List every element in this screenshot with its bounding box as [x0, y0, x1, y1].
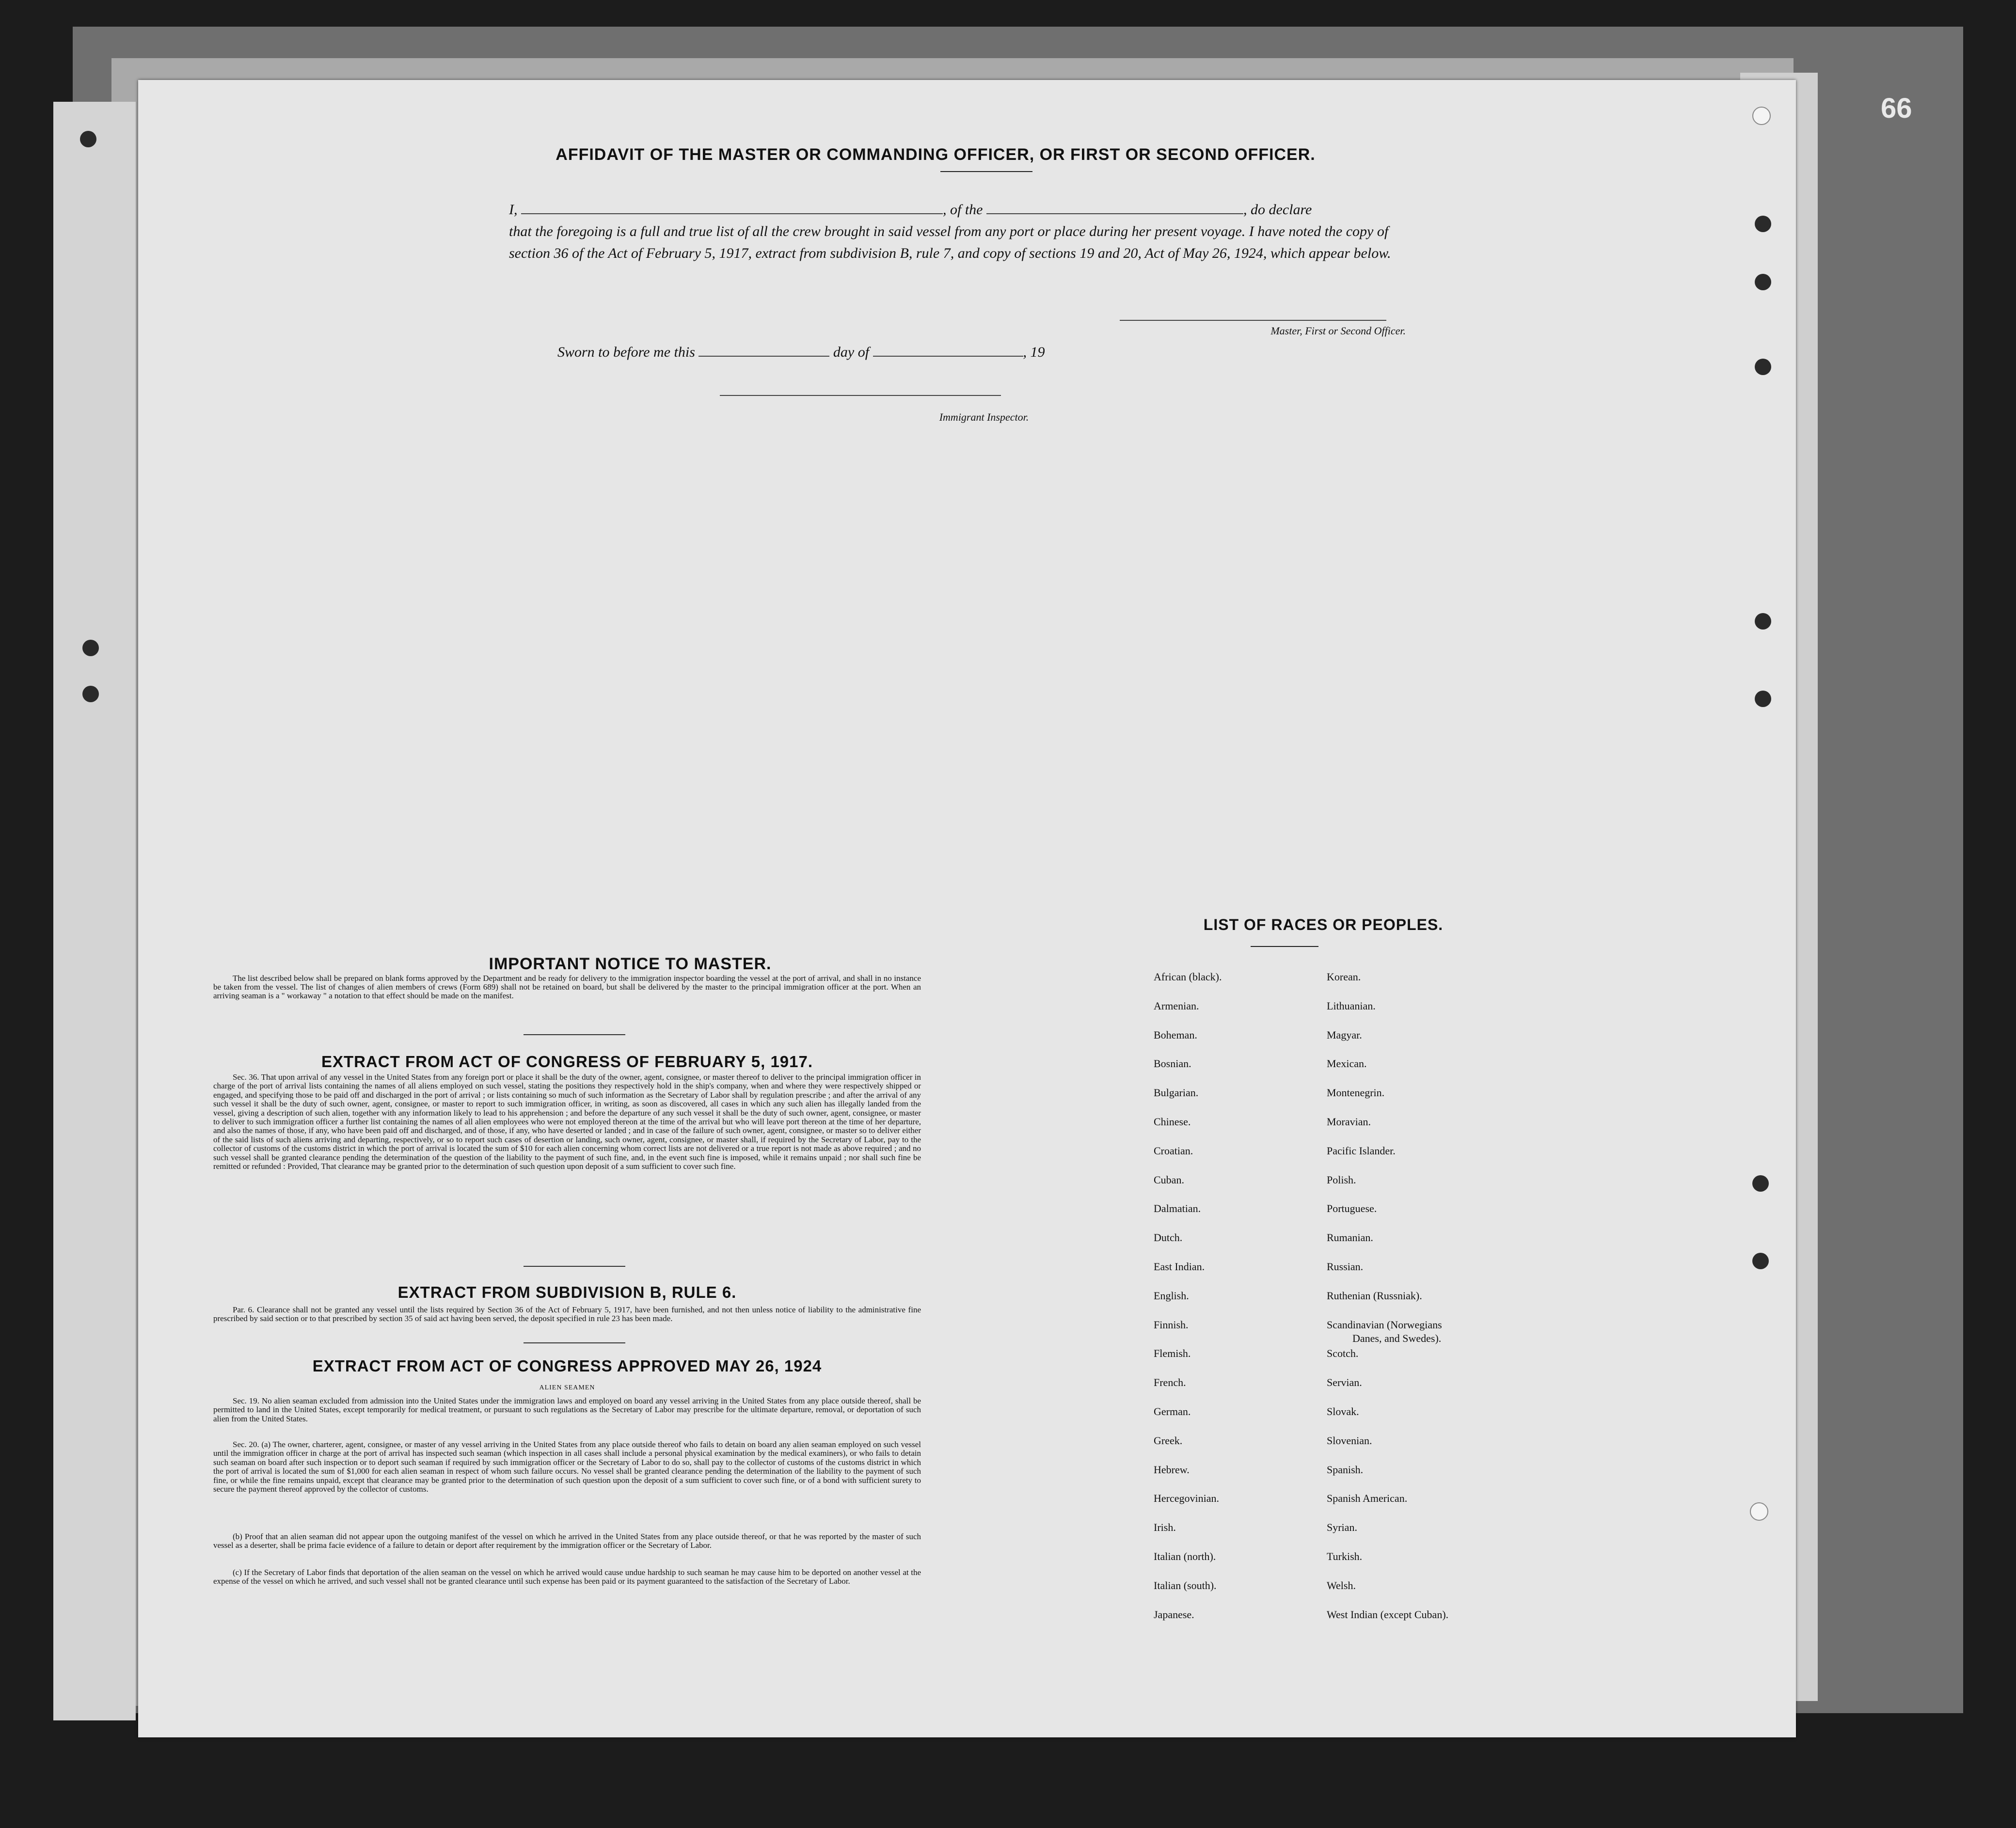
master-signature-label: Master, First or Second Officer. [1270, 325, 1406, 337]
punch-hole-icon [1752, 1253, 1769, 1269]
punch-hole-icon [82, 686, 99, 702]
race-item: Ruthenian (Russniak). [1327, 1290, 1422, 1302]
race-item: Polish. [1327, 1174, 1356, 1186]
race-item: Rumanian. [1327, 1231, 1373, 1244]
vessel-blank-field [986, 213, 1243, 214]
punch-hole-icon [1755, 274, 1771, 290]
race-item: Turkish. [1327, 1550, 1363, 1562]
extract-1924-sec20b: (b) Proof that an alien seaman did not appear upon the outgoing manifest of the vessel on which he arrived in the United States from any place outside thereof, or that he was reported by the master of such vessel as a deserter, shall be prima facie evidence of a failure to detain or deport after requirement by the immigration officer or the Secretary of Labor. [213, 1532, 921, 1550]
punch-hole-icon [1755, 691, 1771, 707]
month-blank-field [873, 356, 1023, 357]
race-item: Italian (north). [1154, 1550, 1216, 1562]
race-item: Pacific Islander. [1327, 1145, 1396, 1157]
affidavit-body-text: that the foregoing is a full and true list of all the crew brought in said vessel from any port or place during her present voyage. I have noted the copy of section 36 of the Act of February 5, 1917, extract from subdivision B, rule 7, and copy of sections 19 and 20, Act of May 26, 1924, which appear below. [509, 223, 1391, 261]
sworn-label: Sworn to before me this [557, 344, 695, 360]
race-item: Slovenian. [1327, 1434, 1372, 1447]
races-divider [1251, 946, 1318, 947]
section-divider [524, 1034, 625, 1035]
race-item: Hebrew. [1154, 1464, 1190, 1476]
alien-seamen-caption: ALIEN SEAMEN [539, 1384, 595, 1391]
race-item: West Indian (except Cuban). [1327, 1608, 1449, 1621]
race-item: Bulgarian. [1154, 1087, 1199, 1099]
race-item: African (black). [1154, 971, 1222, 983]
race-item: Hercegovinian. [1154, 1492, 1219, 1504]
race-item: Slovak. [1327, 1405, 1359, 1418]
race-item: Boheman. [1154, 1029, 1197, 1041]
race-item: East Indian. [1154, 1261, 1205, 1273]
race-item: Armenian. [1154, 1000, 1199, 1012]
notice-title: IMPORTANT NOTICE TO MASTER. [489, 955, 772, 973]
race-item: Dalmatian. [1154, 1202, 1201, 1214]
left-page-strip [53, 102, 136, 1720]
race-item: Flemish. [1154, 1347, 1191, 1359]
race-item: Welsh. [1327, 1579, 1356, 1592]
name-blank-field [521, 213, 943, 214]
race-item: Japanese. [1154, 1608, 1194, 1621]
punch-hole-icon [1755, 359, 1771, 375]
race-item: Portuguese. [1327, 1202, 1377, 1214]
affidavit-of-the-label: , of the [943, 202, 983, 218]
inspector-signature-line [720, 395, 1001, 396]
affidavit-declare-label: , do declare [1243, 202, 1312, 218]
race-item: Scandinavian (Norwegians [1327, 1319, 1442, 1331]
race-item: English. [1154, 1290, 1189, 1302]
extract-rule6-body: Par. 6. Clearance shall not be granted any vessel until the lists required by Section 36 of the Act of February 5, 1917, have been furnished, and not then unless notice of liability to the administrative fine prescribed by said section or to that prescribed by section 35 of said act having been served, the deposit specified in rule 23 has been made. [213, 1305, 921, 1324]
affidavit-i-label: I, [509, 202, 518, 218]
extract-1924-sec20c: (c) If the Secretary of Labor finds that deportation of the alien seaman on the vessel on which he arrived would cause undue hardship to such seaman he may cause him to be deported on another vessel at the expense of the vessel on which he arrived, and such vessel shall not be granted clearance until such expense has been paid or its payment guaranteed to the satisfaction of the Secretary of Labor. [213, 1568, 921, 1586]
notice-body: The list described below shall be prepared on blank forms approved by the Department and be ready for delivery to the immigration inspector boarding the vessel at the port of arrival, and shall in no instance be taken from the vessel. The list of changes of alien members of crews (Form 689) shall not be retained on board, but shall be delivered by the master to the principal immigration officer at the port. When an arriving seaman is a " workaway " a notation to that effect should be made on the manifest. [213, 974, 921, 1000]
section-divider [524, 1342, 625, 1343]
extract-1917-body: Sec. 36. That upon arrival of any vessel in the United States from any foreign port or place it shall be the duty of the owner, agent, consignee, or master thereof to deliver to the principal immigration officer in charge of the port of arrival lists containing the names of all aliens employed on such vessel, stating the positions they respectively hold in the ship's company, when and where they were respectively shipped or engaged, and specifying those to be paid off and discharged in the port of arrival ; or lists containing so much of such information as the Secretary of Labor shall by regulation prescribe ; and after the arrival of any such vessel it shall be the duty of such owner, agent, consignee, or master to report to such immigration officer, in writing, as soon as discovered, all cases in which any such alien has illegally landed from the vessel, giving a description of such alien, together with any information likely to lead to his apprehension ; and before the departure of any such vessel it shall be the duty of such owner, agent, consignee, or master to deliver to such immigration officer a further list containing the names of all alien employees who were not employed thereon at the time of the arrival but who will leave port thereon at the time of her departure, and also the names of those, if any, who have been paid off and discharged, and of those, if any, who have deserted or landed ; and in case of the failure of such owner, agent, consignee, or master so to deliver either of the said lists of such aliens arriving and departing, respectively, or so to report such cases of desertion or landing, such owner, agent, consignee, or master shall, if required by the Secretary of Labor, pay to the collector of customs of the customs district in which the port of arrival is located the sum of $10 for each alien concerning whom correct lists are not delivered or a true report is not made as above required ; and no such vessel shall be granted clearance pending the determination of the question of the liability to the payment of such fine, and, in the event such fine is imposed, while it remains unpaid ; nor shall such fine be remitted or refunded : Provided, That clearance may be granted prior to the determination of such question upon deposit of a sum sufficient to cover such fine. [213, 1072, 921, 1171]
race-item: Mexican. [1327, 1057, 1367, 1070]
extract-1924-title: EXTRACT FROM ACT OF CONGRESS APPROVED MAY 26, 1924 [312, 1357, 822, 1375]
race-item: Korean. [1327, 971, 1361, 983]
race-item: Bosnian. [1154, 1057, 1191, 1070]
punch-hole-icon [1752, 1175, 1769, 1192]
day-of-label: day of [833, 344, 870, 360]
race-item: Spanish American. [1327, 1492, 1408, 1504]
punch-hole-icon [1752, 107, 1771, 125]
inspector-signature-label: Immigrant Inspector. [939, 411, 1029, 423]
race-item: Danes, and Swedes). [1352, 1332, 1442, 1344]
master-signature-line [1120, 320, 1386, 321]
race-item: Russian. [1327, 1261, 1364, 1273]
race-item: Lithuanian. [1327, 1000, 1376, 1012]
race-item: Servian. [1327, 1376, 1362, 1388]
race-item: Cuban. [1154, 1174, 1184, 1186]
races-title: LIST OF RACES OR PEOPLES. [1203, 916, 1444, 933]
affidavit-title: AFFIDAVIT OF THE MASTER OR COMMANDING OFFICER, OR FIRST OR SECOND OFFICER. [556, 145, 1316, 164]
punch-hole-icon [1755, 613, 1771, 630]
extract-1917-title: EXTRACT FROM ACT OF CONGRESS OF FEBRUARY 5, 1917. [321, 1053, 813, 1071]
race-item: Magyar. [1327, 1029, 1362, 1041]
punch-hole-icon [1755, 216, 1771, 232]
race-item: Syrian. [1327, 1521, 1357, 1533]
race-item: Moravian. [1327, 1116, 1371, 1128]
race-item: Scotch. [1327, 1347, 1359, 1359]
punch-hole-icon [80, 131, 96, 147]
punch-hole-icon [82, 640, 99, 656]
race-item: Italian (south). [1154, 1579, 1217, 1592]
extract-1924-sec19: Sec. 19. No alien seaman excluded from admission into the United States under the immigration laws and employed on board any vessel arriving in the United States from any place outside thereof, shall be permitted to land in the United States, except temporarily for medical treatment, or pursuant to such regulations as the Secretary of Labor may prescribe for the ultimate departure, removal, or deportation of such alien from the United States. [213, 1396, 921, 1423]
sworn-statement [557, 344, 1188, 361]
race-item: Greek. [1154, 1434, 1183, 1447]
page-number: 66 [1881, 93, 1912, 124]
race-item: Finnish. [1154, 1319, 1189, 1331]
race-item: Croatian. [1154, 1145, 1193, 1157]
race-item: Montenegrin. [1327, 1087, 1385, 1099]
affidavit-statement [509, 199, 1430, 264]
extract-1924-sec20a: Sec. 20. (a) The owner, charterer, agent, consignee, or master of any vessel arriving in the United States from any place outside thereof who fails to detain on board any alien seaman employed on such vessel until the immigration officer in charge at the port of arrival has inspected such seaman (which inspection in all cases shall include a personal physical examination by the medical examiners), or who fails to detain such seaman on board after such inspection or to deport such seaman if required by such immigration officer or the Secretary of Labor to do so, shall pay to the collector of customs of the customs district in which the port of arrival is located the sum of $1,000 for each alien seaman in respect of whom such failure occurs. No vessel shall be granted clearance pending the determination of the liability to the payment of such fine, or while the fine remains unpaid, except that clearance may be granted prior to the determination of such question upon the deposit of a sum sufficient to cover such fine, or of a bond with sufficient surety to secure the payment thereof approved by the collector of customs. [213, 1440, 921, 1494]
race-item: Dutch. [1154, 1231, 1183, 1244]
section-divider [524, 1266, 625, 1267]
race-item: Chinese. [1154, 1116, 1191, 1128]
extract-rule6-title: EXTRACT FROM SUBDIVISION B, RULE 6. [397, 1283, 737, 1301]
race-item: German. [1154, 1405, 1191, 1418]
punch-hole-icon [1750, 1502, 1768, 1521]
race-item: French. [1154, 1376, 1186, 1388]
race-item: Irish. [1154, 1521, 1176, 1533]
title-divider [940, 171, 1032, 172]
year-label: , 19 [1023, 344, 1045, 360]
race-item: Spanish. [1327, 1464, 1364, 1476]
day-blank-field [698, 356, 829, 357]
